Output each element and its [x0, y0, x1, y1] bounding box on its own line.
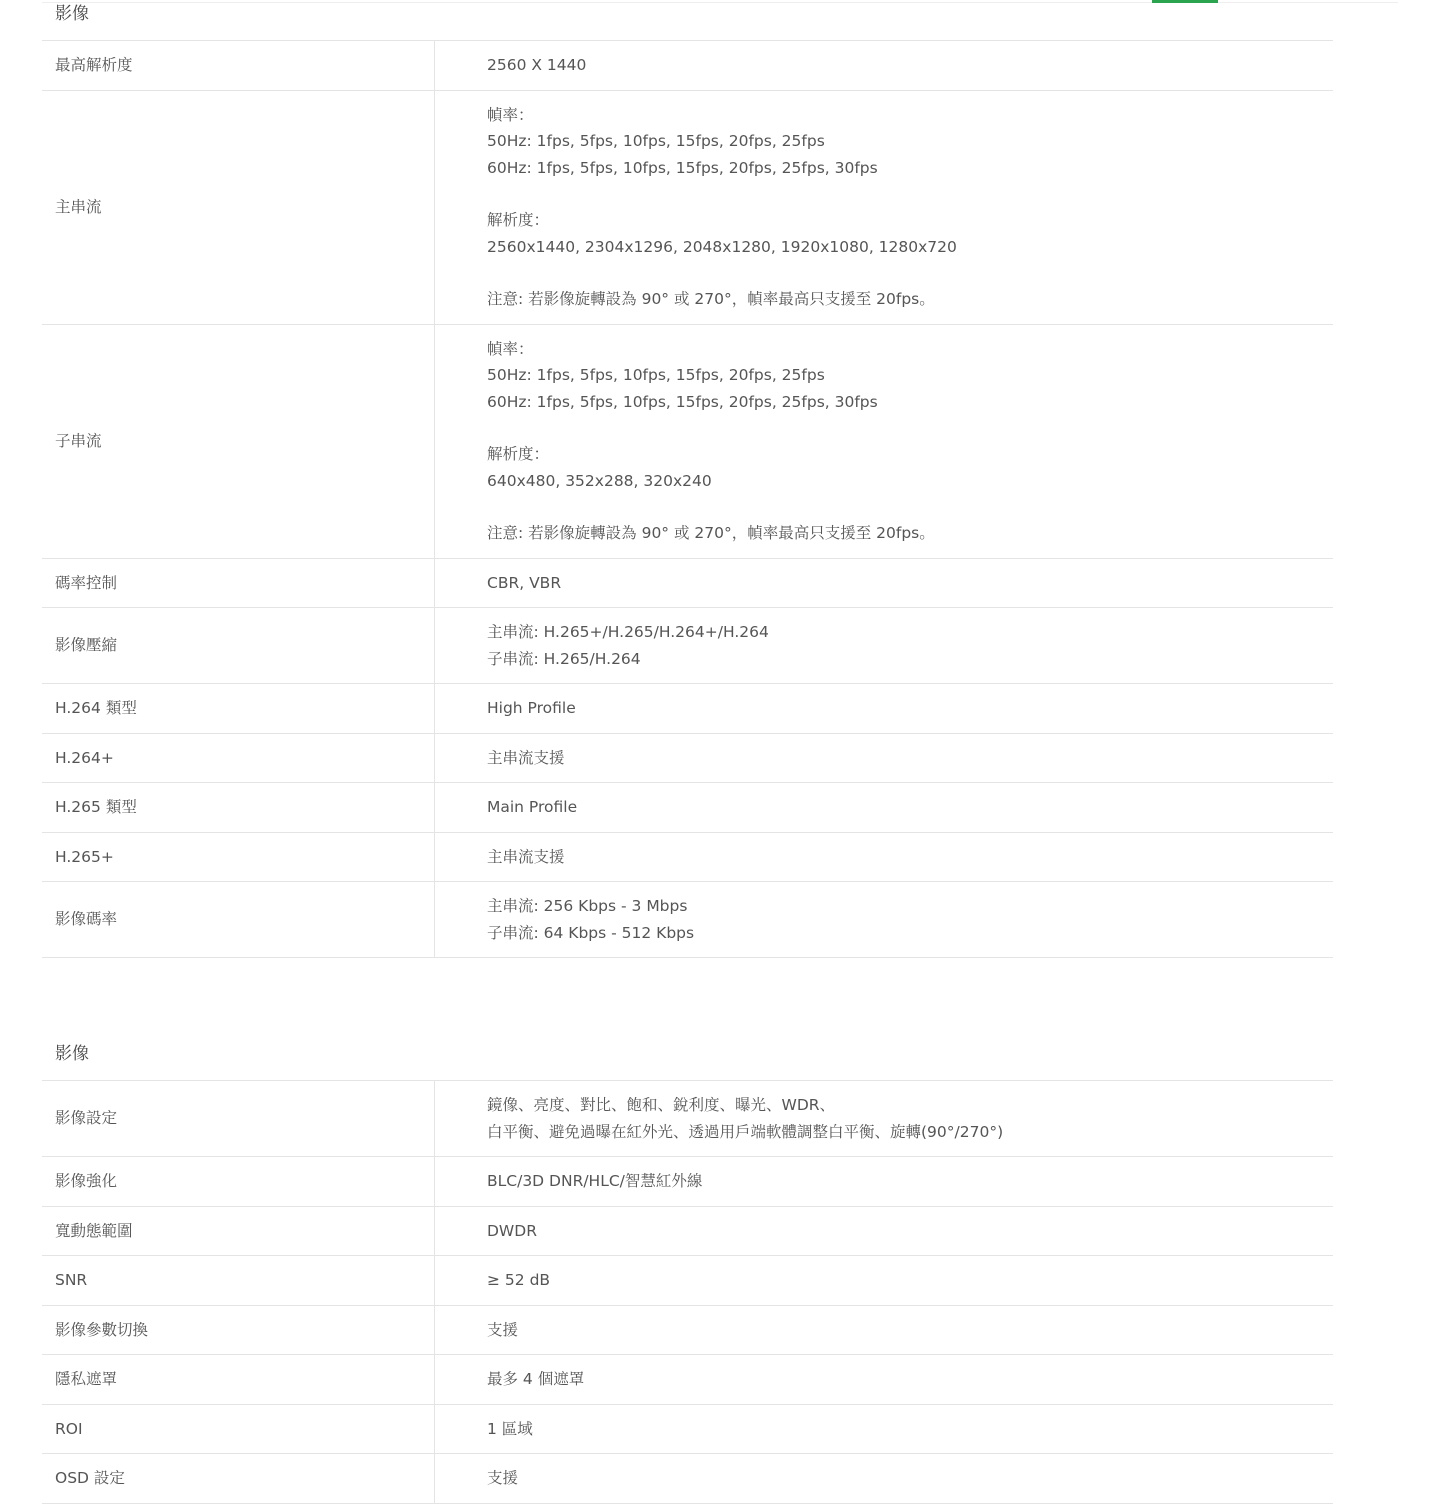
spec-label: 主串流 [42, 90, 435, 324]
spec-value-line: High Profile [487, 699, 576, 717]
spec-value [435, 90, 1334, 324]
spec-value-line: 主串流: 256 Kbps - 3 Mbps [487, 897, 688, 915]
spec-label: H.265+ [42, 832, 435, 882]
spec-value-line: 主串流支援 [487, 847, 565, 866]
spec-value [435, 324, 1334, 558]
table-row [42, 1206, 1333, 1256]
table-row [42, 832, 1333, 882]
spec-label: 影像設定 [42, 1081, 435, 1157]
spec-value-line: CBR, VBR [487, 573, 562, 592]
spec-value-line: 白平衡、避免過曝在紅外光、透過用戶端軟體調整白平衡、旋轉(90°/270°) [487, 1122, 1004, 1141]
spec-value [435, 1081, 1334, 1157]
spec-value-line: 解析度： [487, 445, 550, 463]
spec-value-line: 支援 [487, 1320, 519, 1339]
spec-value-line: 解析度： [487, 211, 550, 229]
spec-value-line [487, 415, 1333, 441]
spec-label: 寬動態範圍 [42, 1206, 435, 1256]
spec-value [435, 832, 1334, 882]
spec-value-line [487, 260, 1333, 286]
spec-label: 影像壓縮 [42, 608, 435, 684]
spec-value [435, 41, 1334, 90]
table-row [42, 1256, 1333, 1306]
table-row [42, 90, 1333, 324]
table-row [42, 882, 1333, 958]
spec-table-image [42, 1081, 1333, 1504]
spec-value-line: 注意: 若影像旋轉設為 90° 或 270°，幀率最高只支援至 20fps。 [487, 290, 935, 308]
spec-page [42, 0, 1333, 1504]
spec-value-line: 鏡像、亮度、對比、飽和、銳利度、曝光、WDR、 [487, 1096, 836, 1114]
spec-value-line: Main Profile [487, 798, 578, 816]
table-row [42, 733, 1333, 783]
spec-value [435, 1454, 1334, 1504]
spec-label: H.264+ [42, 733, 435, 783]
spec-value [435, 1206, 1334, 1256]
spec-value-line: ≥ 52 dB [487, 1271, 551, 1289]
spec-value-line: DWDR [487, 1221, 537, 1240]
spec-value [435, 684, 1334, 734]
spec-value-line: 最多 4 個遮罩 [487, 1370, 585, 1388]
table-row [42, 608, 1333, 684]
spec-label: 影像強化 [42, 1157, 435, 1207]
section-title [42, 998, 1333, 1081]
spec-label: H.265 類型 [42, 783, 435, 833]
table-row [42, 684, 1333, 734]
table-row [42, 1404, 1333, 1454]
spec-value [435, 1157, 1334, 1207]
spec-value [435, 1256, 1334, 1306]
spec-value-line: 2560x1440, 2304x1296, 2048x1280, 1920x1080, 1280x720 [487, 237, 957, 256]
spec-label: SNR [42, 1256, 435, 1306]
spec-value-line: 子串流: H.265/H.264 [487, 649, 641, 668]
spec-value [435, 882, 1334, 958]
section-title: 影像 [42, 0, 1333, 41]
spec-value-line: 支援 [487, 1469, 519, 1487]
spec-value [435, 1305, 1334, 1355]
spec-value-line: 主串流: H.265+/H.265/H.264+/H.264 [487, 623, 769, 641]
spec-value-line: 2560 X 1440 [487, 56, 587, 74]
spec-table-video [42, 41, 1333, 958]
spec-label: 影像參數切換 [42, 1305, 435, 1355]
table-row [42, 783, 1333, 833]
table-row [42, 1305, 1333, 1355]
spec-label: 子串流 [42, 324, 435, 558]
spec-value-line: 640x480, 352x288, 320x240 [487, 471, 712, 490]
spec-value-line: 幀率： [487, 339, 534, 358]
spec-value-line: 1 區域 [487, 1419, 533, 1438]
spec-value [435, 733, 1334, 783]
spec-value-line: 50Hz: 1fps, 5fps, 10fps, 15fps, 20fps, 25fps [487, 366, 825, 384]
spec-label: OSD 設定 [42, 1454, 435, 1504]
spec-value-line: 子串流: 64 Kbps - 512 Kbps [487, 923, 695, 942]
table-row [42, 1157, 1333, 1207]
spec-value-line: BLC/3D DNR/HLC/智慧紅外線 [487, 1172, 703, 1190]
spec-value [435, 558, 1334, 608]
spec-label: 影像碼率 [42, 882, 435, 958]
spec-value-line: 60Hz: 1fps, 5fps, 10fps, 15fps, 20fps, 25fps, 30fps [487, 392, 878, 411]
table-row [42, 1081, 1333, 1157]
spec-value-line [487, 181, 1333, 207]
spec-value [435, 608, 1334, 684]
spec-value [435, 1404, 1334, 1454]
spec-value-line: 注意: 若影像旋轉設為 90° 或 270°，幀率最高只支援至 20fps。 [487, 524, 935, 542]
spec-value-line: 主串流支援 [487, 748, 565, 767]
section-title-text: 影像 [55, 1044, 89, 1064]
table-row [42, 1454, 1333, 1504]
spec-label: ROI [42, 1404, 435, 1454]
spec-value-line: 60Hz: 1fps, 5fps, 10fps, 15fps, 20fps, 25fps, 30fps [487, 158, 878, 177]
table-row [42, 41, 1333, 90]
table-row [42, 558, 1333, 608]
spec-label: 最高解析度 [42, 41, 435, 90]
spec-value-line: 50Hz: 1fps, 5fps, 10fps, 15fps, 20fps, 25fps [487, 132, 825, 150]
table-row [42, 324, 1333, 558]
spec-value [435, 1355, 1334, 1405]
spec-value [435, 783, 1334, 833]
spec-value-line [487, 494, 1333, 520]
spec-label: H.264 類型 [42, 684, 435, 734]
table-row [42, 1355, 1333, 1405]
spec-value-line: 幀率： [487, 105, 534, 124]
spec-label: 碼率控制 [42, 558, 435, 608]
spec-label: 隱私遮罩 [42, 1355, 435, 1405]
